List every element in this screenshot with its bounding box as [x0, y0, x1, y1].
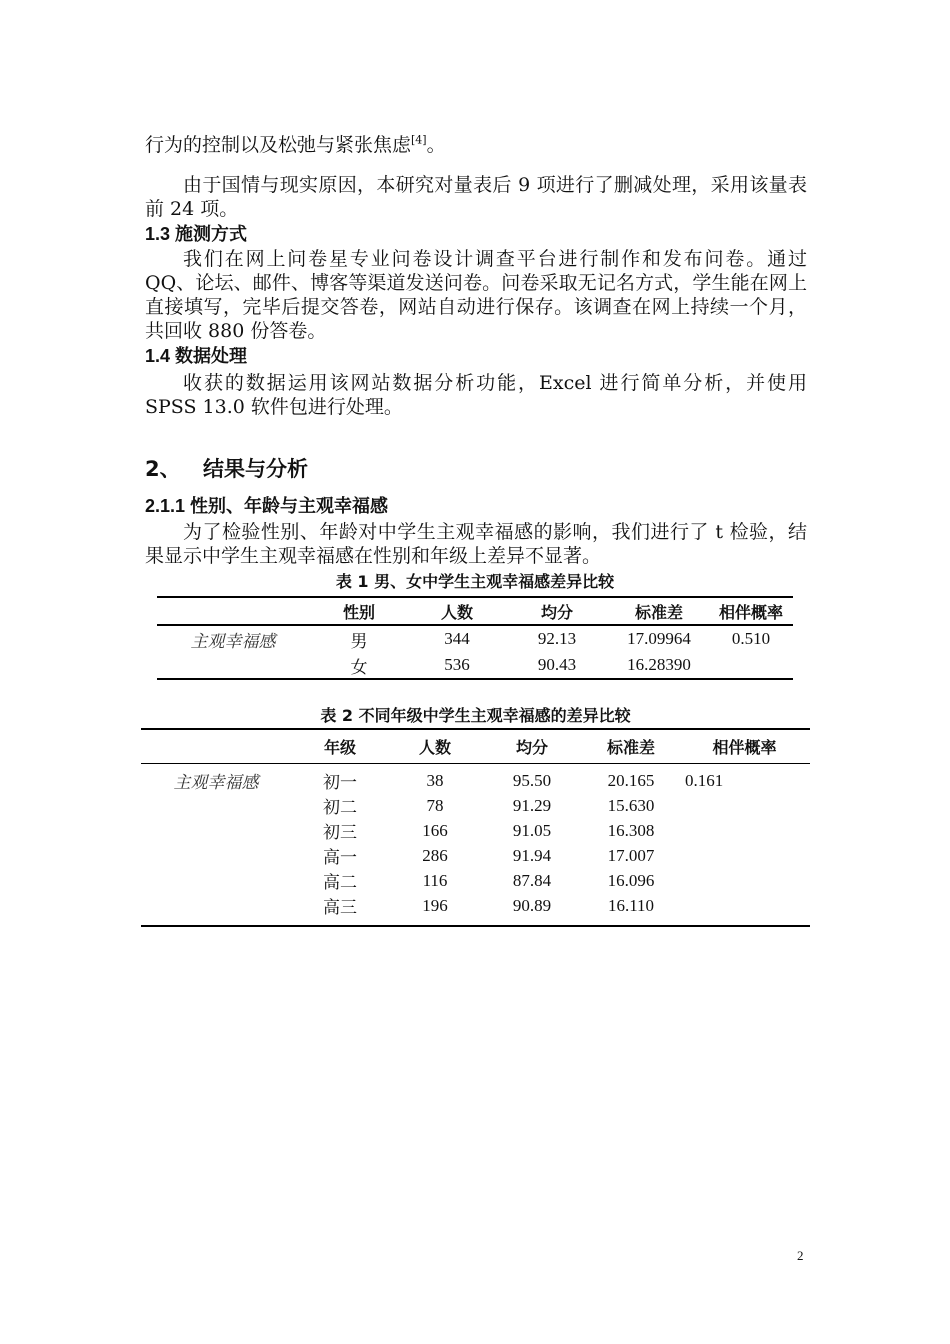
table-cell: 166	[422, 820, 448, 840]
table-cell: 初三	[323, 823, 357, 842]
table-cell: 16.308	[607, 820, 655, 840]
table-cell: 536	[444, 655, 470, 674]
table-cell: 91.94	[512, 845, 552, 865]
table-cell: 男	[350, 631, 368, 651]
table-cell: 15.630	[607, 795, 655, 815]
table-header: 人数	[409, 597, 505, 625]
table-cell: 17.09964	[627, 629, 691, 648]
paragraph-data-processing: 收获的数据运用该网站数据分析功能，Excel 进行简单分析，并使用 SPSS 13.0 软件包进行处理。	[145, 372, 807, 418]
table-header: 均分	[505, 597, 609, 625]
table-header: 相伴概率	[679, 729, 810, 764]
table-row	[157, 625, 793, 652]
table-cell: 116	[422, 870, 448, 890]
row-label: 主观幸福感	[190, 631, 276, 651]
table-cell: 196	[422, 895, 448, 915]
table-cell: 92.13	[537, 629, 577, 648]
table-cell	[679, 843, 810, 868]
table-row	[141, 843, 810, 868]
heading-section-2	[145, 455, 308, 483]
table-row	[141, 893, 810, 926]
table-cell: 78	[426, 795, 444, 815]
row-label: 主观幸福感	[173, 773, 259, 792]
table-header: 相伴概率	[709, 597, 793, 625]
table-header: 标准差	[609, 597, 709, 625]
table-cell: 0.510	[731, 629, 771, 648]
table-cell: 高三	[323, 898, 357, 917]
table1	[157, 596, 793, 680]
paragraph-survey-method: 我们在网上问卷星专业问卷设计调查平台进行制作和发布问卷。通过 QQ、论坛、邮件、博客等渠道发送问卷。问卷采取无记名方式，学生能在网上直接填写，完毕后提交答卷，网站自动进行保存。该调查在网上持续一个月，共回收 880 份答卷。	[145, 248, 807, 342]
section-title: 结果与分析	[203, 457, 308, 481]
table-cell	[679, 793, 810, 818]
section-number: 2、	[145, 457, 181, 481]
table-header	[141, 729, 291, 764]
citation: [4]	[411, 133, 427, 147]
paragraph-t-test: 为了检验性别、年龄对中学生主观幸福感的影响，我们进行了 t 检验，结果显示中学生主观幸福感在性别和年级上差异不显著。	[145, 521, 807, 567]
table-row	[141, 868, 810, 893]
table-cell: 0.161	[685, 770, 724, 790]
table-cell: 91.29	[512, 795, 552, 815]
table-header	[157, 597, 309, 625]
paragraph-scale-note: 由于国情与现实原因，本研究对量表后 9 项进行了删减处理，采用该量表前 24 项。	[145, 174, 807, 220]
table-header: 均分	[481, 729, 583, 764]
table-row	[141, 818, 810, 843]
heading-1-4: 1.4 数据处理	[145, 346, 248, 366]
table-cell	[679, 893, 810, 926]
table-cell: 初一	[323, 773, 357, 792]
table1-caption: 表 1 男、女中学生主观幸福感差异比较	[335, 572, 615, 591]
table-cell: 高一	[323, 848, 357, 867]
table-cell: 16.110	[607, 895, 655, 915]
heading-1-3: 1.3 施测方式	[145, 224, 248, 244]
table-cell: 90.43	[537, 655, 577, 674]
table-cell: 女	[350, 657, 368, 677]
table-cell: 高二	[323, 873, 357, 892]
table-cell: 20.165	[607, 770, 655, 790]
table-row	[141, 764, 810, 794]
table-cell: 87.84	[512, 870, 552, 890]
table-row	[157, 652, 793, 679]
table-cell: 16.096	[607, 870, 655, 890]
heading-2-1-1: 2.1.1 性别、年龄与主观幸福感	[145, 496, 389, 516]
table-cell: 初二	[323, 798, 357, 817]
paragraph-continuation: 行为的控制以及松弛与紧张焦虑[4]。	[145, 133, 446, 156]
table-cell	[709, 652, 793, 679]
table-header: 标准差	[583, 729, 679, 764]
table-cell: 95.50	[512, 770, 552, 790]
table-header: 性别	[309, 597, 409, 625]
table-header: 人数	[389, 729, 481, 764]
page-number: 2	[797, 1248, 804, 1263]
table-cell: 91.05	[512, 820, 552, 840]
table-cell: 17.007	[607, 845, 655, 865]
table-row	[141, 793, 810, 818]
table-cell: 286	[422, 845, 448, 865]
table-cell	[679, 868, 810, 893]
table-cell: 16.28390	[627, 655, 691, 674]
table-cell: 344	[444, 629, 470, 648]
table-cell: 90.89	[512, 895, 552, 915]
table2-caption: 表 2 不同年级中学生主观幸福感的差异比较	[320, 706, 631, 725]
table-cell	[679, 818, 810, 843]
table-header: 年级	[291, 729, 389, 764]
table2	[141, 728, 810, 927]
table-cell: 38	[426, 770, 444, 790]
